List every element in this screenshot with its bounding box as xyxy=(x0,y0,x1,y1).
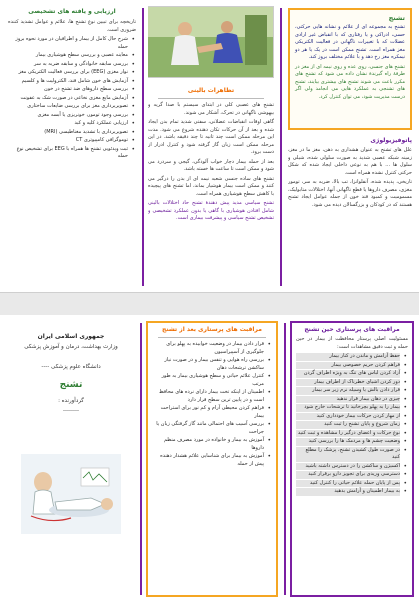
after-seizure-list xyxy=(152,341,272,468)
heading-underline-p2 xyxy=(158,337,266,338)
cover-title: جمهوری اسلامی ایران xyxy=(37,333,105,340)
list-item: • بررسی سابقه خانوادگی و سابقه ضربه به سر xyxy=(8,61,128,69)
list-item: • کنترل علائم حیاتی و سطح هوشیاری بیمار به طور مرتب xyxy=(152,373,264,388)
list-item: • دور کردن اشیای خطرناک از اطراف بیمار xyxy=(296,379,400,387)
list-item: • حفظ آرامش و ماندن در کنار بیمار xyxy=(296,353,400,361)
page-separator xyxy=(0,292,419,316)
divider-left-p2 xyxy=(140,323,142,595)
list-item: • قرار دادن بیمار در وضعیت خوابیده به پهلو برای جلوگیری از آسپیراسیون xyxy=(152,341,264,356)
list-item: • آزمایش مایع مغزی نخاعی در صورت شک به عفونت xyxy=(8,95,128,103)
patient-care-photo xyxy=(148,6,274,78)
list-item: • چیزی در دهان بیمار قرار ندهید xyxy=(296,396,400,404)
during-seizure-list xyxy=(296,353,408,496)
diagnostic-intro: تاریخچه برای تبیین نوع تشنج ها، علائم و عوامل تشدید کننده ضروری است. xyxy=(8,19,136,33)
list-item: • فراهم کردن محیطی آرام و کم نور برای استراحت بیمار xyxy=(152,405,264,420)
clinical-highlight-paragraph: تشنج سیاسی مدید پیش دهندهٔ تشنج حاد اختلالات بالینی شامل افتادن هوشیاری با گاهی یا بدون عملکرد تشخیصی و تشخیص تشنج سیاسی و پیشرفت بیماری است. xyxy=(148,200,274,221)
list-item: • بیمار را به پهلو بچرخانید تا ترشحات خارج شود xyxy=(296,404,400,412)
right-panel-p1 xyxy=(288,8,412,211)
list-item: • اکسیژن و ساکشن را در دسترس داشته باشید xyxy=(296,463,400,471)
list-item: • توموگرافی کامپیوتری CT xyxy=(8,137,128,145)
list-item: • بررسی آسیب های احتمالی مانند گاز گرفتگی زبان یا جراحت xyxy=(152,421,264,436)
list-item: • به بیمار اطمینان و آرامش بدهید xyxy=(296,488,400,496)
left-panel-p1 xyxy=(8,8,136,162)
pathophysiology-paragraph-1: علل های تشنج به عنوان هشداری به ذهن، مغز ما در مغز، زمینه شبکه عصبی شدید به صورت سلولی شده، شیلی و سلول ها ... با هم به نوعی داخلی ایجاد شده که شکل حرکتی کنترل نشده همراه است. xyxy=(288,147,412,176)
seizure-illustration xyxy=(21,454,121,534)
list-item: • ثبت ویدئویی تشنج ها همراه با EEG برای تشخیص نوع حمله xyxy=(8,146,128,161)
list-item: • تصویربرداری با تشدید مغناطیسی (MRI) xyxy=(8,129,128,137)
right-panel-p2 xyxy=(290,321,414,597)
brochure-page-2 xyxy=(0,315,419,601)
after-seizure-heading: مراقبت های پرستاری بعد از تشنج xyxy=(162,326,262,333)
diagnostic-heading: ارزیابی و یافته های تشخیصی xyxy=(28,8,116,15)
clinical-manifestations-heading: تظاهرات بالینی xyxy=(187,87,235,94)
diagnostic-list xyxy=(8,36,136,161)
list-item: • قرار دادن بالش یا وسیله نرم زیر سر بیمار xyxy=(296,387,400,395)
list-item: • نوار مغزی (EEG) برای بررسی فعالیت الکتریکی مغز xyxy=(8,69,128,77)
divider-left-p1 xyxy=(142,8,144,286)
cover-university: دانشگاه علوم پزشکی ---- xyxy=(41,364,101,370)
list-item: • در صورت طول کشیدن تشنج، پزشک را مطلع کنید xyxy=(296,447,400,462)
heading-underline xyxy=(158,98,264,99)
list-item: • از مهار کردن حرکات بیمار خودداری کنید xyxy=(296,413,400,421)
divider-right-p2 xyxy=(284,323,286,595)
during-seizure-intro: مسئولیت اصلی پرستار محافظت از بیمار در حین حمله و ثبت دقیق مشاهدات است: xyxy=(296,336,408,350)
list-item: • معاینه عصبی و بررسی سطح هوشیاری بیمار xyxy=(8,52,128,60)
definition-box xyxy=(288,8,412,130)
cover-panel xyxy=(8,325,134,538)
divider-right-p1 xyxy=(280,8,282,286)
list-item: • آزاد کردن لباس های تنگ به ویژه اطراف گردن xyxy=(296,370,400,378)
cover-subtitle: وزارت بهداشت، درمان و آموزش پزشکی xyxy=(24,344,118,350)
box-paragraph-2: تشنج های جنسی، روی عده و روی نیمه ای از مغز در طرفهٔ راه گیرندهٔ نشان داده می شود که تشنج های مکرر باعث می شوند تشنج های بیشتری بیایند، تشنج های تشنجی به عملکرد هایی می انجامد ولی اگر درست مدیریت شود، می توان کنترل کرد. xyxy=(295,63,405,100)
list-item: • آموزش به بیمار برای شناسایی علائم هشدار دهنده پیش از حمله xyxy=(152,453,264,468)
list-item: • زمان شروع و پایان تشنج را ثبت کنید xyxy=(296,421,400,429)
clinical-paragraph-1: تشنج های عصبی کلی در ابتدای سیستم با صدا گریه و بیهوشی ناگهانی در تحرک، آشکار می شوند. xyxy=(148,102,274,116)
list-item: • دسترسی وریدی برای تجویز دارو برقرار کنید xyxy=(296,471,400,479)
list-item: • بررسی وجود تومور، خونریزی یا آبسه مغزی xyxy=(8,112,128,120)
box-paragraph-1: تشنج به مجموعه ای از علائم و نشانه هایی حرکتی، حسی، ادراکی و یا رفتاری که با انقباض غیر ارادی عضلات که با تغییرات ناگهانی در فعالیت الکتریکی مغز همراه است. تشنج ممکن است در یک یا هر دو نیمکره مغز رخ دهد و با علائم مختلف بروز کند. xyxy=(295,24,405,60)
cover-author-value: -------- xyxy=(63,408,79,414)
clinical-paragraph-3: بعد از حمله بیمار دچار خواب آلودگی، گیجی و سردرد می شود و ممکن است تا ساعت ها خسته باشد. xyxy=(148,158,274,172)
middle-panel-p1 xyxy=(148,6,274,225)
list-item: • فراهم کردن حریم خصوصی بیمار xyxy=(296,362,400,370)
list-item: • نوع حرکات و اعضای درگیر را مشاهده و ثبت کنید xyxy=(296,430,400,438)
clinical-paragraph-4: تشنج های ساده جنسی شعبه نیمه ای از بدن را درگیر می کنند و ممکن است بیمار هوشیار بماند، اما تشنج های پیچیده با کاهش سطح هوشیاری همراه است. xyxy=(148,175,274,197)
brochure-page-1 xyxy=(0,0,419,292)
pathophysiology-heading: پاتوفیزیولوژی xyxy=(370,137,412,144)
list-item: • ارزیابی عملکرد کلیه و کبد xyxy=(8,120,128,128)
during-seizure-heading: مراقبت های پرستاری حین تشنج xyxy=(304,326,400,333)
list-item: • بررسی راه هوایی و تنفس بیمار و در صورت نیاز ساکشن ترشحات دهان xyxy=(152,357,264,372)
middle-panel-p2 xyxy=(146,321,278,597)
list-item: • بررسی سطح داروهای ضد تشنج در خون xyxy=(8,86,128,94)
cover-author-label: گردآورنده : xyxy=(58,398,84,404)
list-item: • اطمینان از اینکه تخت بیمار دارای نرده های محافظ است و در پایین ترین سطح قرار دارد xyxy=(152,389,264,404)
list-item: • آموزش به بیمار و خانواده در مورد مصرف منظم داروها xyxy=(152,437,264,452)
cover-topic: تشنج xyxy=(59,380,83,390)
list-item: • پس از پایان حمله علائم حیاتی را کنترل کنید xyxy=(296,480,400,488)
list-item: • وضعیت چشم ها و مردمک ها را بررسی کنید xyxy=(296,438,400,446)
pathophysiology-paragraph-2: تاریخی، پدیده شده، آنفلوانزا، تب بالا، ضربه به سر، تومور مغزی، مصرف داروها یا قطع ناگهانی آنها، اختلالات متابولیک، مسمومیت و کمبود قند خون از جمله عوامل ایجاد تشنج هستند که در کودکان و بزرگسالان دیده می شود. xyxy=(288,179,412,208)
list-item: • آزمایش های خون شامل قند، الکترولیت ها و کلسیم xyxy=(8,78,128,86)
clinical-paragraph-2: گاهی اوقات انقباضات عضلانی، سفتی شدید تمام بدن ایجاد شده و بعد از آن حرکات تکان دهنده شروع می شود. مدت این مرحله ممکن است چند ثانیه تا چند دقیقه باشد. در این مرحله ممکن است زبان گاز گرفته شود و کنترل ادرار از دست برود. xyxy=(148,119,274,155)
box-title: تشنج xyxy=(388,14,405,22)
list-item: • تصویربرداری مغز برای بررسی ضایعات ساختاری xyxy=(8,103,128,111)
list-item: • شرح حال کامل از بیمار و اطرافیان در مورد نحوه بروز حمله xyxy=(8,36,128,51)
